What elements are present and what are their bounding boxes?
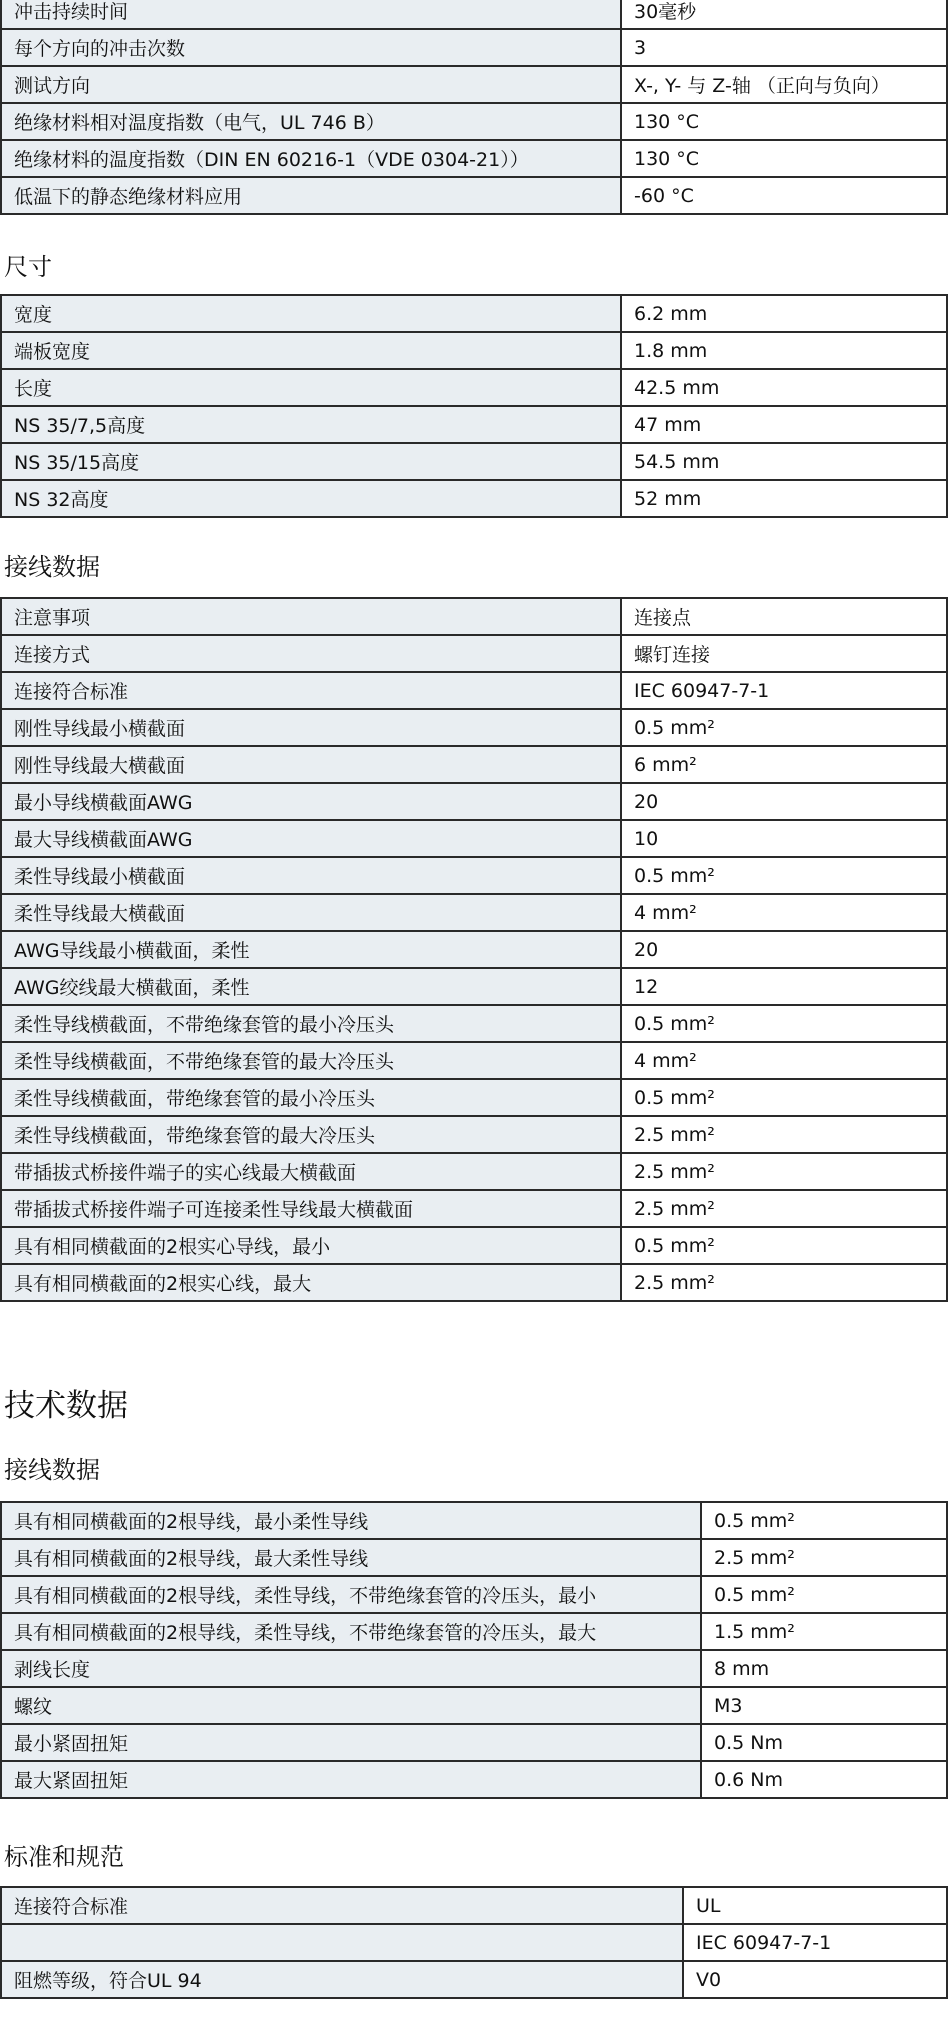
table-row xyxy=(1,1887,947,1924)
spec-value: 0.6 Nm xyxy=(701,1761,947,1798)
spec-label: 长度 xyxy=(1,369,621,406)
spec-label: 每个方向的冲击次数 xyxy=(1,29,621,66)
test-spec-table xyxy=(0,0,948,215)
table-row xyxy=(1,480,947,517)
spec-value: X-, Y- 与 Z-轴 （正向与负向） xyxy=(621,66,947,103)
spec-label: 具有相同横截面的2根实心线，最大 xyxy=(1,1264,621,1301)
table-row xyxy=(1,672,947,709)
spec-label: 带插拔式桥接件端子的实心线最大横截面 xyxy=(1,1153,621,1190)
spec-value: 0.5 mm² xyxy=(621,1079,947,1116)
table-row xyxy=(1,1079,947,1116)
spec-value: 2.5 mm² xyxy=(621,1264,947,1301)
spec-value: 130 °C xyxy=(621,103,947,140)
spec-label: 绝缘材料相对温度指数（电气，UL 746 B） xyxy=(1,103,621,140)
spec-value: 8 mm xyxy=(701,1650,947,1687)
spec-label: 最大紧固扭矩 xyxy=(1,1761,701,1798)
spec-value: 2.5 mm² xyxy=(701,1539,947,1576)
spec-value: 3 xyxy=(621,29,947,66)
spec-label: 柔性导线横截面，带绝缘套管的最小冷压头 xyxy=(1,1079,621,1116)
spec-label: 柔性导线最大横截面 xyxy=(1,894,621,931)
table-row xyxy=(1,598,947,635)
spec-value: 1.5 mm² xyxy=(701,1613,947,1650)
table-row xyxy=(1,1502,947,1539)
spec-label: NS 35/15高度 xyxy=(1,443,621,480)
table-row xyxy=(1,1687,947,1724)
spec-label: 端板宽度 xyxy=(1,332,621,369)
spec-label: 最大导线横截面AWG xyxy=(1,820,621,857)
spec-value: UL xyxy=(683,1887,947,1924)
spec-value: 20 xyxy=(621,931,947,968)
table-row xyxy=(1,332,947,369)
spec-value: 130 °C xyxy=(621,140,947,177)
table-row xyxy=(1,1264,947,1301)
connection-2-table xyxy=(0,1501,948,1799)
spec-value: M3 xyxy=(701,1687,947,1724)
table-row xyxy=(1,783,947,820)
spec-label: AWG绞线最大横截面，柔性 xyxy=(1,968,621,1005)
spec-value: 6 mm² xyxy=(621,746,947,783)
spec-value: -60 °C xyxy=(621,177,947,214)
spec-label: 注意事项 xyxy=(1,598,621,635)
spec-value: 4 mm² xyxy=(621,894,947,931)
table-row xyxy=(1,1005,947,1042)
spec-value: 2.5 mm² xyxy=(621,1190,947,1227)
spec-label: 绝缘材料的温度指数（DIN EN 60216-1（VDE 0304-21）） xyxy=(1,140,621,177)
table-row xyxy=(1,635,947,672)
spec-value: 2.5 mm² xyxy=(621,1116,947,1153)
section-title-dimensions: 尺寸 xyxy=(4,253,52,281)
spec-label: 剥线长度 xyxy=(1,1650,701,1687)
spec-label: 刚性导线最小横截面 xyxy=(1,709,621,746)
spec-label: 柔性导线最小横截面 xyxy=(1,857,621,894)
spec-value: 4 mm² xyxy=(621,1042,947,1079)
table-row xyxy=(1,406,947,443)
spec-label xyxy=(1,1924,683,1961)
spec-label: 连接符合标准 xyxy=(1,672,621,709)
table-row xyxy=(1,1650,947,1687)
spec-value: 47 mm xyxy=(621,406,947,443)
spec-value: 20 xyxy=(621,783,947,820)
table-row xyxy=(1,1539,947,1576)
spec-value: 0.5 mm² xyxy=(621,857,947,894)
spec-label: 低温下的静态绝缘材料应用 xyxy=(1,177,621,214)
spec-value: 0.5 mm² xyxy=(621,1227,947,1264)
spec-value: 6.2 mm xyxy=(621,295,947,332)
table-row xyxy=(1,140,947,177)
table-row xyxy=(1,1576,947,1613)
dimensions-table xyxy=(0,294,948,518)
spec-label: 刚性导线最大横截面 xyxy=(1,746,621,783)
table-row xyxy=(1,968,947,1005)
spec-value: 2.5 mm² xyxy=(621,1153,947,1190)
spec-label: 连接方式 xyxy=(1,635,621,672)
spec-value: 螺钉连接 xyxy=(621,635,947,672)
table-row xyxy=(1,1227,947,1264)
spec-label: 最小紧固扭矩 xyxy=(1,1724,701,1761)
table-row xyxy=(1,931,947,968)
spec-label: 宽度 xyxy=(1,295,621,332)
spec-value: 0.5 Nm xyxy=(701,1724,947,1761)
table-row xyxy=(1,66,947,103)
spec-value: 54.5 mm xyxy=(621,443,947,480)
spec-label: 柔性导线横截面，不带绝缘套管的最大冷压头 xyxy=(1,1042,621,1079)
table-row xyxy=(1,1613,947,1650)
spec-value: V0 xyxy=(683,1961,947,1998)
spec-value: 1.8 mm xyxy=(621,332,947,369)
table-row xyxy=(1,1924,947,1961)
table-row xyxy=(1,820,947,857)
table-row xyxy=(1,857,947,894)
spec-label: 具有相同横截面的2根实心导线，最小 xyxy=(1,1227,621,1264)
spec-value: 12 xyxy=(621,968,947,1005)
table-row xyxy=(1,894,947,931)
spec-label: 螺纹 xyxy=(1,1687,701,1724)
spec-value: 52 mm xyxy=(621,480,947,517)
spec-label: 测试方向 xyxy=(1,66,621,103)
table-row xyxy=(1,1042,947,1079)
table-row xyxy=(1,1761,947,1798)
spec-label: 柔性导线横截面，带绝缘套管的最大冷压头 xyxy=(1,1116,621,1153)
table-row xyxy=(1,1153,947,1190)
spec-label: 具有相同横截面的2根导线，柔性导线，不带绝缘套管的冷压头，最小 xyxy=(1,1576,701,1613)
standards-table xyxy=(0,1886,948,1999)
spec-label: 具有相同横截面的2根导线，最大柔性导线 xyxy=(1,1539,701,1576)
connection-table xyxy=(0,597,948,1302)
spec-value: 0.5 mm² xyxy=(621,709,947,746)
spec-value: 连接点 xyxy=(621,598,947,635)
table-row xyxy=(1,1190,947,1227)
spec-label: 最小导线横截面AWG xyxy=(1,783,621,820)
table-row xyxy=(1,103,947,140)
table-row xyxy=(1,177,947,214)
section-title-tech-data: 技术数据 xyxy=(4,1388,128,1424)
spec-label: 柔性导线横截面，不带绝缘套管的最小冷压头 xyxy=(1,1005,621,1042)
table-row xyxy=(1,295,947,332)
table-row xyxy=(1,1961,947,1998)
table-row xyxy=(1,0,947,29)
spec-value: IEC 60947-7-1 xyxy=(621,672,947,709)
spec-label: 具有相同横截面的2根导线，最小柔性导线 xyxy=(1,1502,701,1539)
table-row xyxy=(1,1724,947,1761)
section-title-connection: 接线数据 xyxy=(4,553,100,581)
spec-label: 具有相同横截面的2根导线，柔性导线，不带绝缘套管的冷压头，最大 xyxy=(1,1613,701,1650)
section-title-standards: 标准和规范 xyxy=(4,1843,124,1871)
spec-value: 30毫秒 xyxy=(621,0,947,29)
table-row xyxy=(1,369,947,406)
table-row xyxy=(1,709,947,746)
spec-value: 0.5 mm² xyxy=(621,1005,947,1042)
spec-value: 42.5 mm xyxy=(621,369,947,406)
spec-label: 带插拔式桥接件端子可连接柔性导线最大横截面 xyxy=(1,1190,621,1227)
spec-value: IEC 60947-7-1 xyxy=(683,1924,947,1961)
spec-label: 连接符合标准 xyxy=(1,1887,683,1924)
spec-label: NS 32高度 xyxy=(1,480,621,517)
spec-value: 0.5 mm² xyxy=(701,1576,947,1613)
spec-label: 冲击持续时间 xyxy=(1,0,621,29)
table-row xyxy=(1,746,947,783)
table-row xyxy=(1,29,947,66)
spec-label: 阻燃等级，符合UL 94 xyxy=(1,1961,683,1998)
section-title-connection-2: 接线数据 xyxy=(4,1456,100,1484)
table-row xyxy=(1,1116,947,1153)
spec-label: NS 35/7,5高度 xyxy=(1,406,621,443)
spec-value: 10 xyxy=(621,820,947,857)
spec-label: AWG导线最小横截面，柔性 xyxy=(1,931,621,968)
spec-value: 0.5 mm² xyxy=(701,1502,947,1539)
table-row xyxy=(1,443,947,480)
